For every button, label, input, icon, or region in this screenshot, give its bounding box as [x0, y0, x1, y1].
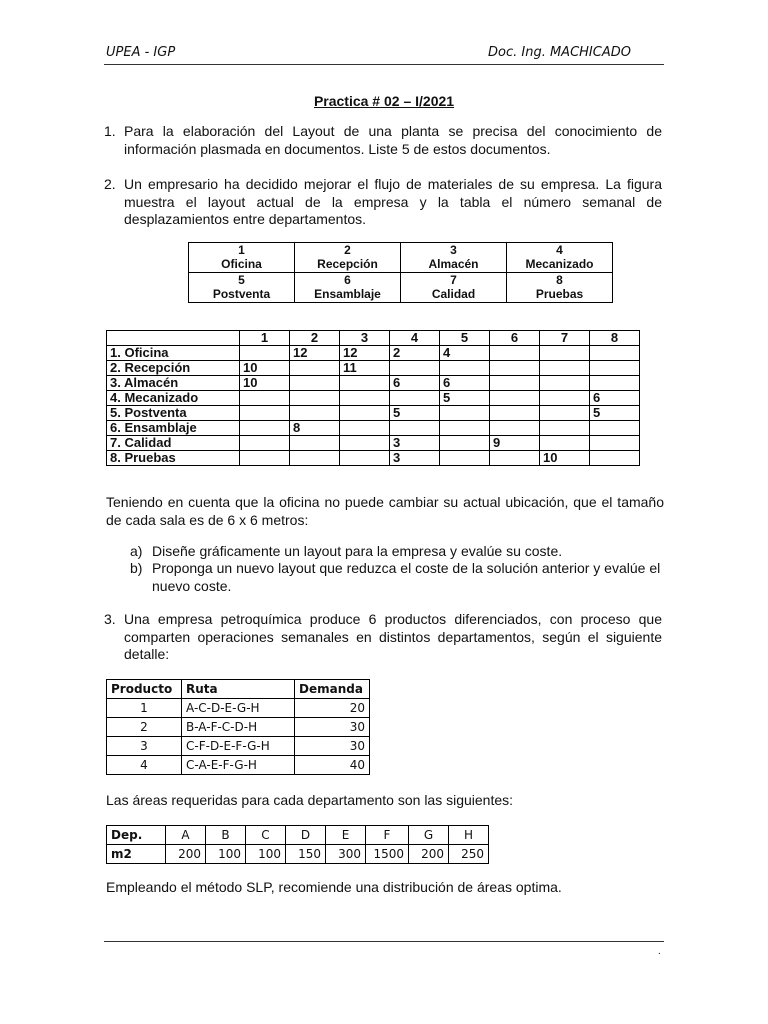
- matrix-cell: [340, 391, 390, 406]
- legend-number: 7: [450, 273, 457, 287]
- products-header-cell: Demanda: [295, 680, 370, 699]
- matrix-cell: [440, 361, 490, 376]
- matrix-row: [107, 346, 640, 361]
- matrix-cell: [490, 451, 540, 466]
- legend-number: 6: [344, 273, 351, 287]
- matrix-cell: [540, 376, 590, 391]
- legend-row: [189, 273, 613, 303]
- matrix-col-header: 5: [440, 331, 490, 346]
- matrix-cell: [290, 436, 340, 451]
- legend-name: Mecanizado: [525, 256, 594, 271]
- matrix-corner-cell: [107, 331, 240, 346]
- matrix-row: [107, 421, 640, 436]
- matrix-cell: [490, 391, 540, 406]
- q2-text: Un empresario ha decidido mejorar el flujo de materiales de su empresa. La figura muestra el layout actual de la empresa y la tabla el número semanal de desplazamientos entre departamentos.: [124, 176, 662, 227]
- matrix-cell: [590, 436, 640, 451]
- matrix-cell: 10: [240, 361, 290, 376]
- matrix-row-label: 7. Calidad: [107, 436, 240, 451]
- matrix-cell: 5: [590, 406, 640, 421]
- matrix-col-header: 8: [590, 331, 640, 346]
- q2a-text: Diseñe gráficamente un layout para la empresa y evalúe su coste.: [152, 543, 563, 559]
- header-rule: [104, 64, 664, 65]
- matrix-cell: 6: [390, 376, 440, 391]
- matrix-cell: [390, 361, 440, 376]
- matrix-cell: [490, 376, 540, 391]
- matrix-col-header: 2: [290, 331, 340, 346]
- product-number: 4: [107, 756, 182, 775]
- flow-matrix-table: [106, 330, 640, 466]
- legend-cell: [401, 243, 507, 273]
- areas-row-label: m2: [107, 845, 166, 864]
- matrix-row-label: 5. Postventa: [107, 406, 240, 421]
- products-header-row: [107, 680, 370, 699]
- footer-rule: [104, 941, 664, 942]
- legend-number: 4: [556, 243, 563, 257]
- areas-value-cell: 250: [449, 845, 489, 864]
- product-number: 3: [107, 737, 182, 756]
- matrix-cell: [590, 451, 640, 466]
- matrix-row-label: 2. Recepción: [107, 361, 240, 376]
- legend-name: Almacén: [428, 256, 479, 271]
- areas-row-label: Dep.: [107, 826, 166, 845]
- matrix-cell: [540, 406, 590, 421]
- matrix-cell: 9: [490, 436, 540, 451]
- matrix-cell: [240, 391, 290, 406]
- legend-cell: [401, 273, 507, 303]
- matrix-cell: 3: [390, 436, 440, 451]
- matrix-cell: [390, 421, 440, 436]
- legend-cell: [189, 273, 295, 303]
- legend-row: [189, 243, 613, 273]
- product-route: B-A-F-C-D-H: [182, 718, 295, 737]
- areas-values-row: [107, 845, 489, 864]
- footer-mark: .: [658, 946, 661, 957]
- product-route: C-A-E-F-G-H: [182, 756, 295, 775]
- matrix-cell: [240, 346, 290, 361]
- matrix-row: [107, 361, 640, 376]
- areas-intro-text: Las áreas requeridas para cada departamento son las siguientes:: [106, 792, 514, 808]
- product-route: C-F-D-E-F-G-H: [182, 737, 295, 756]
- matrix-cell: [390, 391, 440, 406]
- product-number: 2: [107, 718, 182, 737]
- matrix-cell: [540, 361, 590, 376]
- q2-followup-text: Teniendo en cuenta que la oficina no puede cambiar su actual ubicación, que el tamaño de cada sala es de 6 x 6 metros:: [106, 494, 664, 528]
- legend-cell: [295, 243, 401, 273]
- matrix-cell: [590, 361, 640, 376]
- areas-table: [106, 825, 489, 864]
- areas-value-cell: 1500: [366, 845, 409, 864]
- areas-value-cell: 100: [246, 845, 286, 864]
- matrix-cell: [240, 451, 290, 466]
- matrix-cell: [340, 451, 390, 466]
- matrix-cell: [590, 376, 640, 391]
- areas-value-cell: 100: [206, 845, 246, 864]
- products-row: [107, 756, 370, 775]
- legend-name: Pruebas: [535, 286, 584, 301]
- q3-text: Una empresa petroquímica produce 6 productos diferenciados, con proceso que comparten operaciones semanales en distintos departamentos, según el siguiente detalle:: [124, 611, 662, 662]
- matrix-cell: 4: [440, 346, 490, 361]
- q2a-label: a): [130, 543, 143, 559]
- legend-cell: [189, 243, 295, 273]
- matrix-cell: [440, 406, 490, 421]
- header-left: UPEA - IGP: [106, 45, 176, 60]
- matrix-cell: [490, 421, 540, 436]
- matrix-cell: [340, 436, 390, 451]
- matrix-cell: 3: [390, 451, 440, 466]
- products-row: [107, 699, 370, 718]
- q1-number: 1.: [104, 123, 116, 139]
- matrix-cell: 6: [590, 391, 640, 406]
- page-title: Practica # 02 – I/2021: [313, 93, 455, 109]
- matrix-row-label: 3. Almacén: [107, 376, 240, 391]
- matrix-cell: 10: [540, 451, 590, 466]
- matrix-cell: [440, 436, 490, 451]
- areas-dep-cell: H: [449, 826, 489, 845]
- matrix-cell: [290, 376, 340, 391]
- legend-number: 8: [556, 273, 563, 287]
- matrix-cell: [540, 391, 590, 406]
- legend-number: 5: [238, 273, 245, 287]
- q2-number: 2.: [104, 176, 116, 192]
- matrix-header-row: [107, 331, 640, 346]
- matrix-cell: [440, 451, 490, 466]
- header-right: Doc. Ing. MACHICADO: [488, 45, 631, 60]
- areas-dep-cell: D: [286, 826, 326, 845]
- areas-header-row: [107, 826, 489, 845]
- matrix-row: [107, 406, 640, 421]
- product-demand: 20: [295, 699, 370, 718]
- matrix-cell: [490, 361, 540, 376]
- areas-dep-cell: C: [246, 826, 286, 845]
- matrix-cell: [340, 376, 390, 391]
- matrix-cell: [240, 406, 290, 421]
- matrix-cell: [290, 391, 340, 406]
- areas-value-cell: 200: [409, 845, 449, 864]
- products-header-cell: Ruta: [182, 680, 295, 699]
- matrix-row: [107, 391, 640, 406]
- matrix-col-header: 3: [340, 331, 390, 346]
- matrix-col-header: 1: [240, 331, 290, 346]
- matrix-cell: 8: [290, 421, 340, 436]
- areas-dep-cell: A: [166, 826, 206, 845]
- product-demand: 40: [295, 756, 370, 775]
- matrix-cell: 12: [290, 346, 340, 361]
- matrix-cell: [540, 346, 590, 361]
- areas-dep-cell: B: [206, 826, 246, 845]
- matrix-cell: 6: [440, 376, 490, 391]
- legend-number: 2: [344, 243, 351, 257]
- matrix-row: [107, 436, 640, 451]
- matrix-cell: [590, 346, 640, 361]
- q3-number: 3.: [104, 611, 116, 627]
- legend-name: Recepción: [317, 256, 378, 271]
- department-legend-table: [188, 242, 613, 303]
- products-row: [107, 718, 370, 737]
- areas-dep-cell: G: [409, 826, 449, 845]
- matrix-cell: [490, 346, 540, 361]
- legend-name: Calidad: [431, 286, 476, 301]
- closing-text: Empleando el método SLP, recomiende una distribución de áreas optima.: [106, 879, 562, 895]
- q2b-label: b): [130, 560, 143, 576]
- matrix-cell: [540, 436, 590, 451]
- q1-text: Para la elaboración del Layout de una planta se precisa del conocimiento de información plasmada en documentos. Liste 5 de estos documentos.: [124, 123, 662, 157]
- matrix-col-header: 7: [540, 331, 590, 346]
- matrix-cell: [290, 361, 340, 376]
- matrix-cell: 12: [340, 346, 390, 361]
- matrix-cell: 5: [390, 406, 440, 421]
- legend-name: Oficina: [221, 256, 262, 271]
- legend-cell: [295, 273, 401, 303]
- matrix-cell: 2: [390, 346, 440, 361]
- areas-dep-cell: F: [366, 826, 409, 845]
- matrix-row-label: 4. Mecanizado: [107, 391, 240, 406]
- areas-value-cell: 150: [286, 845, 326, 864]
- matrix-row-label: 8. Pruebas: [107, 451, 240, 466]
- matrix-row-label: 6. Ensamblaje: [107, 421, 240, 436]
- matrix-cell: [290, 406, 340, 421]
- matrix-row: [107, 451, 640, 466]
- legend-number: 1: [238, 243, 245, 257]
- product-number: 1: [107, 699, 182, 718]
- legend-name: Postventa: [212, 286, 271, 301]
- matrix-cell: [540, 421, 590, 436]
- matrix-col-header: 4: [390, 331, 440, 346]
- product-route: A-C-D-E-G-H: [182, 699, 295, 718]
- matrix-cell: [340, 421, 390, 436]
- areas-value-cell: 200: [166, 845, 206, 864]
- legend-name: Ensamblaje: [314, 286, 381, 301]
- matrix-cell: [240, 436, 290, 451]
- product-demand: 30: [295, 737, 370, 756]
- product-demand: 30: [295, 718, 370, 737]
- matrix-cell: [590, 421, 640, 436]
- legend-cell: [507, 243, 613, 273]
- q2b-text: Proponga un nuevo layout que reduzca el coste de la solución anterior y evalúe el nuevo coste.: [152, 560, 661, 594]
- legend-cell: [507, 273, 613, 303]
- matrix-cell: [290, 451, 340, 466]
- matrix-cell: 5: [440, 391, 490, 406]
- areas-dep-cell: E: [326, 826, 366, 845]
- areas-value-cell: 300: [326, 845, 366, 864]
- matrix-cell: [240, 421, 290, 436]
- legend-number: 3: [450, 243, 457, 257]
- matrix-cell: [490, 406, 540, 421]
- matrix-cell: 10: [240, 376, 290, 391]
- products-table: [106, 679, 370, 775]
- matrix-col-header: 6: [490, 331, 540, 346]
- matrix-cell: [340, 406, 390, 421]
- matrix-row-label: 1. Oficina: [107, 346, 240, 361]
- products-header-cell: Producto: [107, 680, 182, 699]
- matrix-cell: [440, 421, 490, 436]
- matrix-cell: 11: [340, 361, 390, 376]
- matrix-row: [107, 376, 640, 391]
- products-row: [107, 737, 370, 756]
